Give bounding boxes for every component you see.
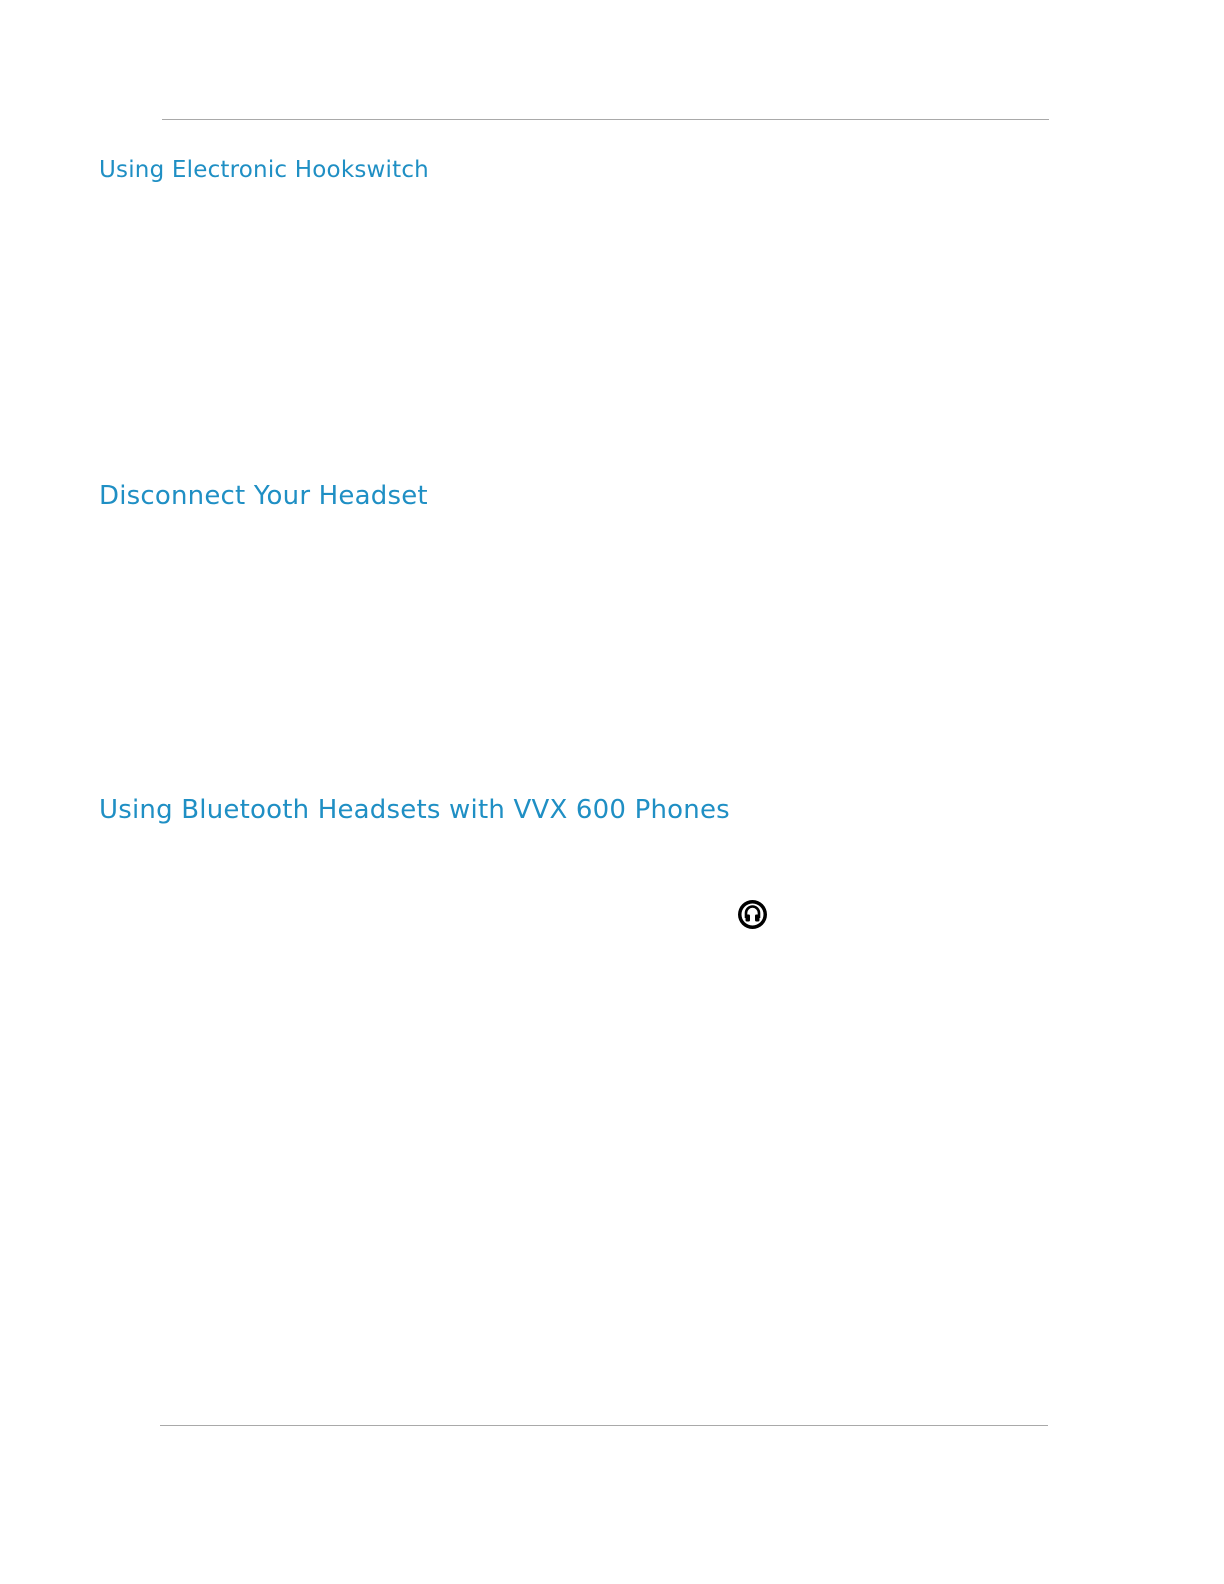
heading-using-bluetooth-headsets: Using Bluetooth Headsets with VVX 600 Phones [99, 795, 730, 825]
heading-disconnect-your-headset: Disconnect Your Headset [99, 481, 428, 511]
heading-using-electronic-hookswitch: Using Electronic Hookswitch [99, 157, 429, 183]
headset-icon [737, 899, 768, 930]
header-rule [162, 119, 1049, 120]
footer-rule [160, 1425, 1048, 1426]
